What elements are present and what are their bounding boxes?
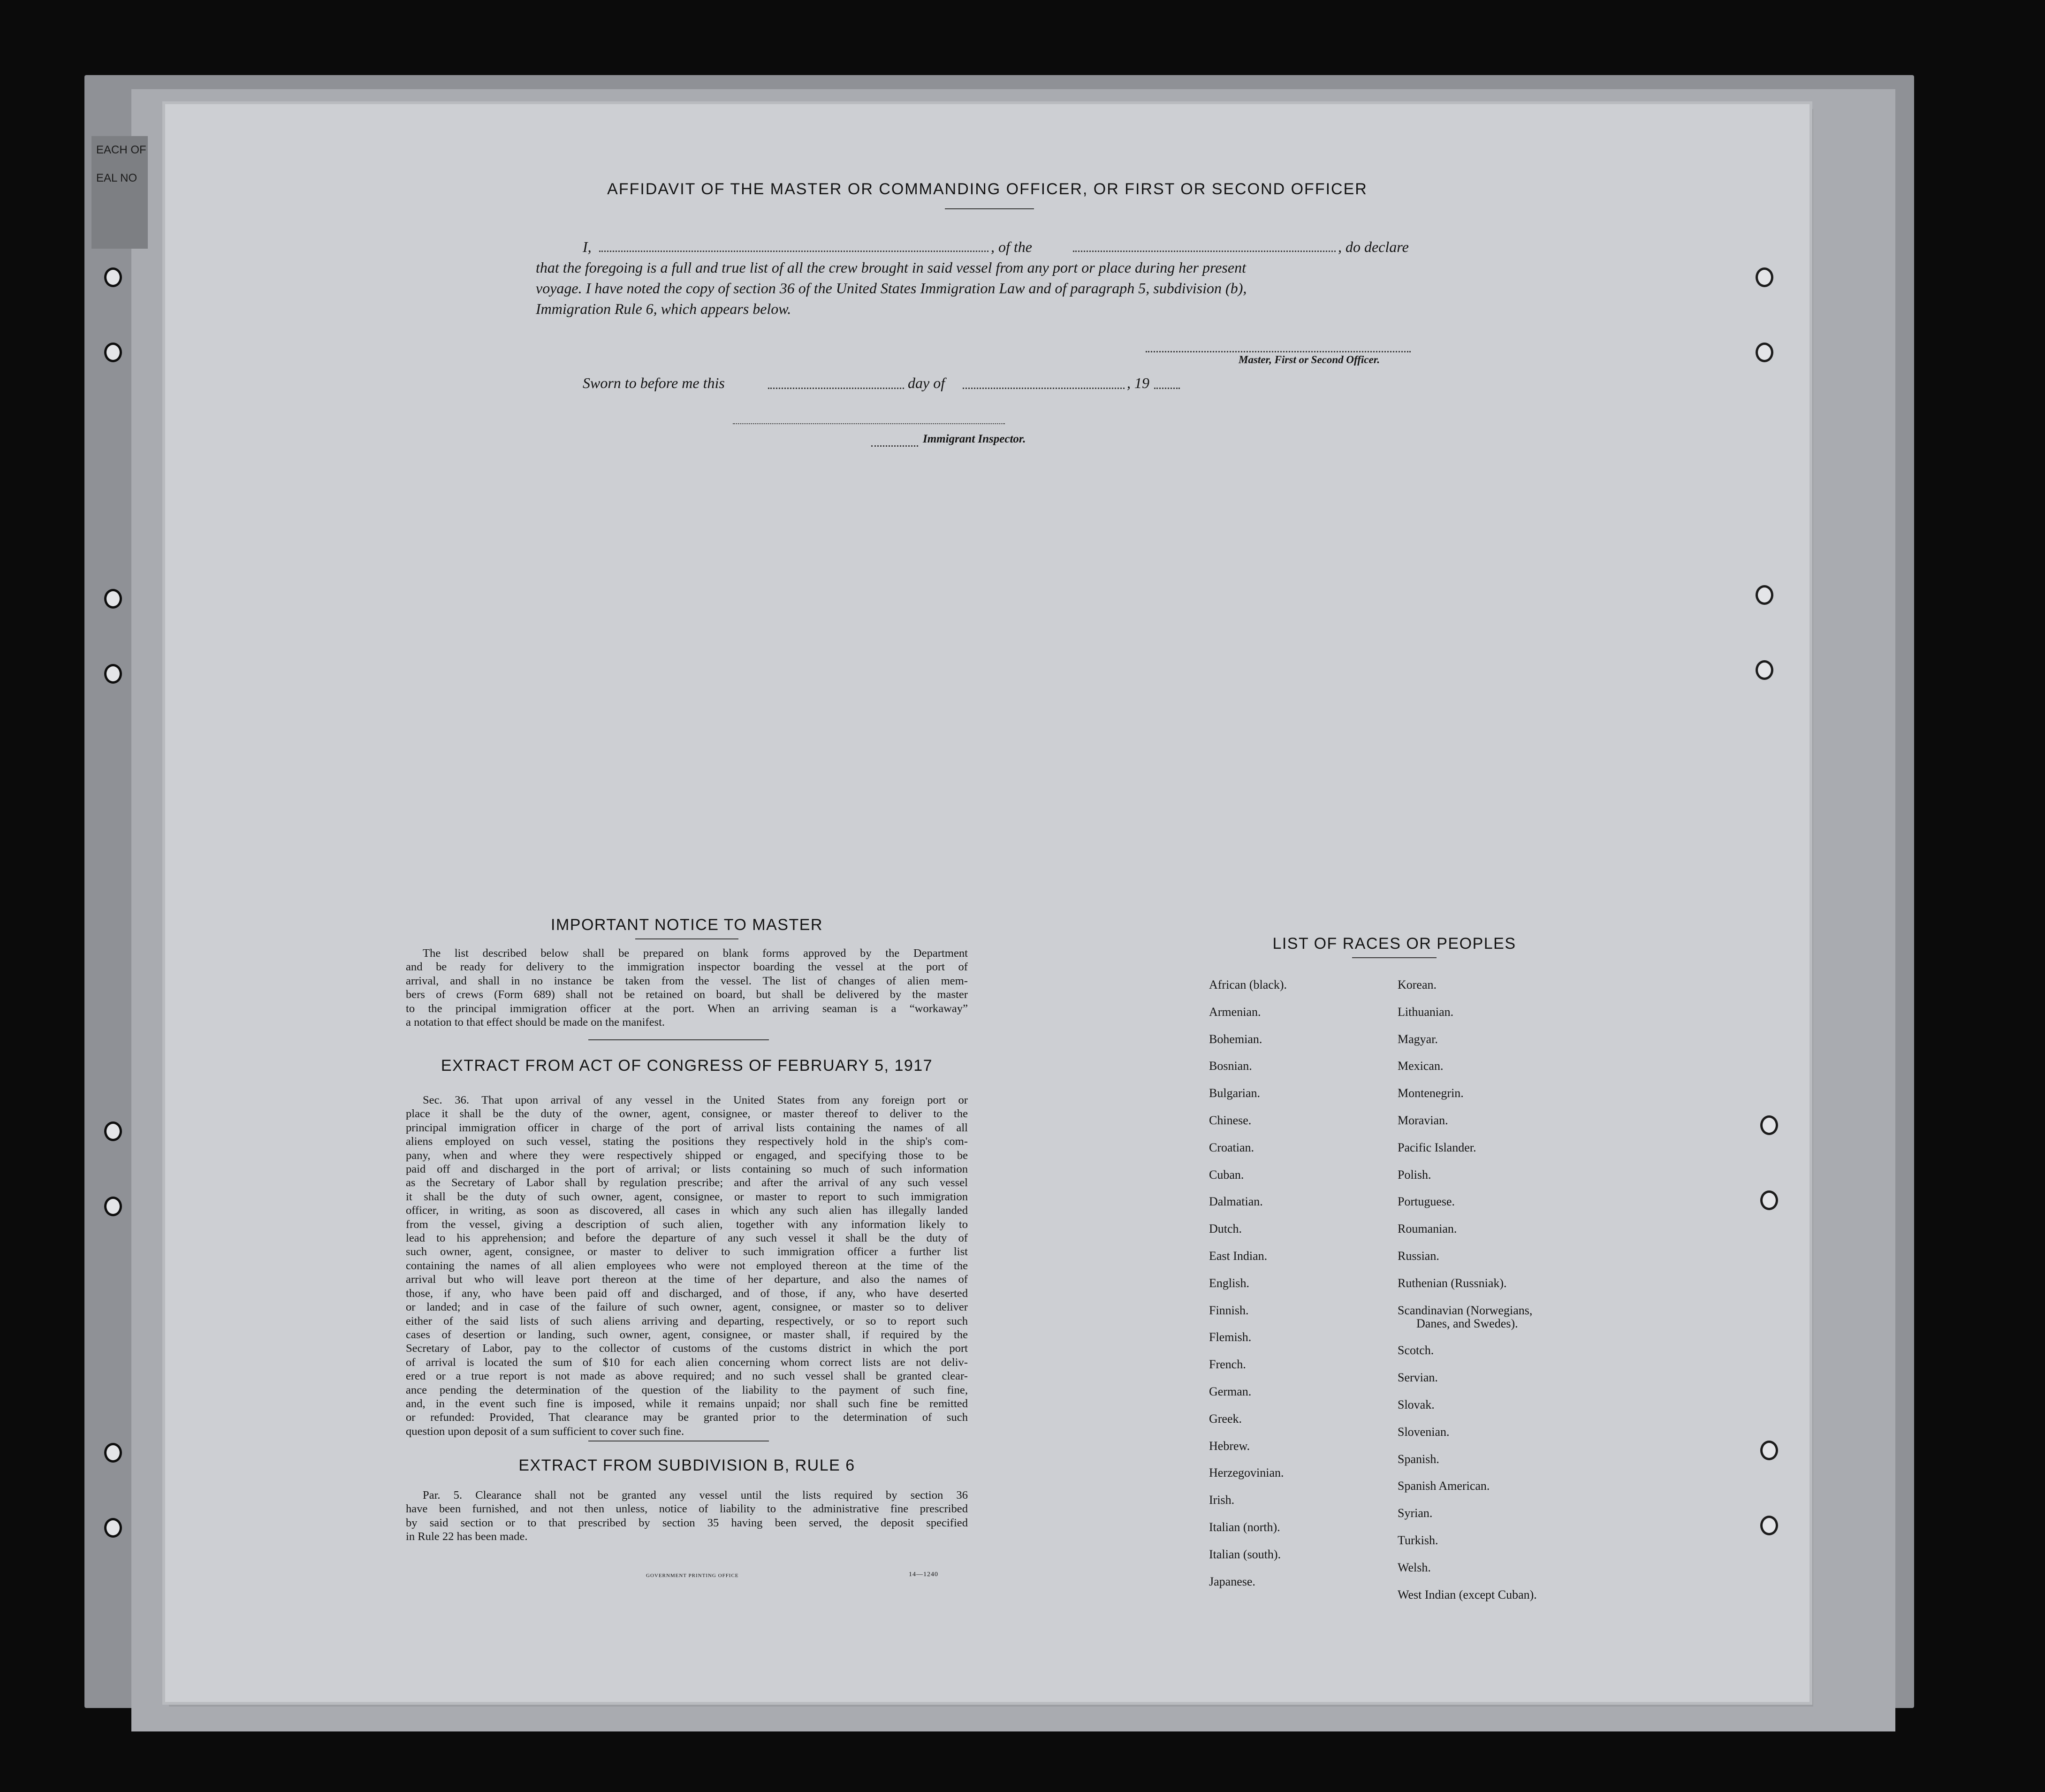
paragraph-line: The list described below shall be prepared on blank forms approved by the Department xyxy=(423,947,968,960)
paragraph-line: Secretary of Labor, pay to the collector of customs of the customs district in which the port xyxy=(406,1342,968,1355)
paragraph-line: from the vessel, giving a description of such alien, together with any information likely to xyxy=(406,1218,968,1231)
race-item: Bulgarian. xyxy=(1209,1086,1261,1100)
binder-hole-icon xyxy=(104,1121,122,1141)
race-item: Russian. xyxy=(1398,1249,1439,1263)
paragraph-line: paid off and discharged in the port of arrival; or lists containing so much of such information xyxy=(406,1163,968,1176)
race-item: Japanese. xyxy=(1209,1574,1255,1588)
binder-hole-icon xyxy=(1760,1115,1778,1135)
race-item: Scandinavian (Norwegians, xyxy=(1398,1303,1533,1317)
race-item: French. xyxy=(1209,1357,1246,1372)
race-item: Ruthenian (Russniak). xyxy=(1398,1276,1507,1290)
affidavit-do-declare: , do declare xyxy=(1338,238,1409,255)
binder-hole-icon xyxy=(104,589,122,609)
paragraph-line: Par. 5. Clearance shall not be granted any vessel until the lists required by section 36 xyxy=(423,1489,968,1502)
race-item: Polish. xyxy=(1398,1167,1431,1182)
title-rule xyxy=(945,208,1034,209)
paragraph-line: to the principal immigration officer at the port. When an arriving seaman is a “workaway” xyxy=(406,1002,968,1015)
paragraph-line: and, in the event such fine is imposed, while it remains unpaid; nor shall such fine be remitted xyxy=(406,1397,968,1410)
paragraph-line: ance pending the determination of the question of the liability to the payment of such fine, xyxy=(406,1383,968,1396)
race-item: Danes, and Swedes). xyxy=(1416,1316,1518,1330)
race-item: Spanish. xyxy=(1398,1452,1439,1466)
binder-hole-icon xyxy=(1756,585,1773,605)
paragraph-line: and be ready for delivery to the immigration inspector boarding the vessel at the port of xyxy=(406,961,968,974)
binder-hole-icon xyxy=(1760,1441,1778,1460)
month-blank[interactable] xyxy=(963,388,1125,389)
race-item: Greek. xyxy=(1209,1411,1242,1426)
race-item: Montenegrin. xyxy=(1398,1086,1464,1100)
paragraph-line: either of the said lists of such aliens arriving and departing, respectively, or so to report such xyxy=(406,1314,968,1327)
master-signature-line[interactable] xyxy=(1146,351,1411,352)
paragraph-line: by said section or to that prescribed by section 35 having been served, the deposit specified xyxy=(406,1516,968,1529)
inspector-signature-line[interactable] xyxy=(733,423,1005,424)
race-item: Syrian. xyxy=(1398,1506,1433,1520)
race-item: Finnish. xyxy=(1209,1303,1249,1317)
binder-hole-icon xyxy=(104,1443,122,1463)
paragraph-line: those, if any, who have been paid off and discharged, and of those, if any, who have deserted xyxy=(406,1287,968,1300)
stamp-line-2: EAL NO xyxy=(96,172,137,184)
day-blank[interactable] xyxy=(768,388,904,389)
race-item: Bohemian. xyxy=(1209,1032,1262,1046)
race-item: Bosnian. xyxy=(1209,1059,1252,1073)
separator-rule xyxy=(588,1039,769,1040)
race-item: Slovak. xyxy=(1398,1398,1435,1411)
paragraph-line: it shall be the duty of such owner, agent, consignee, or master to report to such immigration xyxy=(406,1190,968,1203)
binder-hole-icon xyxy=(1756,267,1773,287)
paragraph-line: as the Secretary of Labor shall by regulation prescribe; and after the arrival of any such vessel xyxy=(406,1176,968,1190)
notice-text xyxy=(406,946,968,1029)
master-caption: Master, First or Second Officer. xyxy=(1239,354,1380,366)
act-title: EXTRACT FROM ACT OF CONGRESS OF FEBRUARY 5, 1917 xyxy=(441,1057,933,1075)
form-number: 14—1240 xyxy=(909,1571,938,1578)
affidavit-of-the: , of the xyxy=(991,238,1032,255)
race-item: Flemish. xyxy=(1209,1330,1252,1344)
race-item: Dutch. xyxy=(1209,1222,1242,1236)
race-item: Magyar. xyxy=(1398,1032,1438,1046)
binder-hole-icon xyxy=(1756,343,1773,362)
rule-title: EXTRACT FROM SUBDIVISION B, RULE 6 xyxy=(518,1456,855,1474)
paragraph-line: officer, in writing, as soon as discovered, all cases in which any such alien has illegally landed xyxy=(406,1204,968,1217)
printer-mark: GOVERNMENT PRINTING OFFICE xyxy=(646,1573,739,1578)
race-item: West Indian (except Cuban). xyxy=(1398,1587,1537,1601)
races-title: LIST OF RACES OR PEOPLES xyxy=(1272,935,1516,953)
binder-hole-icon xyxy=(104,664,122,684)
paragraph-line: aliens employed on such vessel, stating the positions they respectively hold in the ship's com- xyxy=(406,1135,968,1148)
affidavit-title: AFFIDAVIT OF THE MASTER OR COMMANDING OFFICER, OR FIRST OR SECOND OFFICER xyxy=(607,180,1368,198)
binder-hole-icon xyxy=(104,1197,122,1216)
paragraph-line: Sec. 36. That upon arrival of any vessel in the United States from any foreign port or xyxy=(423,1094,968,1106)
race-item: Armenian. xyxy=(1209,1005,1261,1019)
rule-text xyxy=(406,1488,968,1544)
race-item: Korean. xyxy=(1398,978,1437,991)
affidavit-line-3: voyage. I have noted the copy of section 36 of the United States Immigration Law and of paragraph 5, subdivision (b), xyxy=(536,280,1247,297)
race-item: Slovenian. xyxy=(1398,1425,1450,1439)
race-item: East Indian. xyxy=(1209,1249,1268,1263)
paragraph-line: cases of desertion or landing, such owner, agent, consignee, or master shall, if required by the xyxy=(406,1328,968,1341)
act-text xyxy=(406,1093,968,1438)
race-item: German. xyxy=(1209,1385,1252,1398)
paragraph-line: lead to his apprehension; and before the departure of any such vessel it shall be the duty of xyxy=(406,1232,968,1245)
binder-hole-icon xyxy=(1760,1190,1778,1210)
race-item: Hebrew. xyxy=(1209,1439,1250,1453)
race-item: African (black). xyxy=(1209,978,1287,991)
paragraph-line: containing the names of all alien employees who were not employed thereon at the time of the xyxy=(406,1259,968,1272)
binder-hole-icon xyxy=(1756,660,1773,680)
paragraph-line: or refunded: Provided, That clearance may be granted prior to the determination of such xyxy=(406,1411,968,1424)
race-item: Croatian. xyxy=(1209,1140,1254,1154)
sworn-before: Sworn to before me this xyxy=(583,374,725,391)
paragraph-line: arrival but who will leave port thereon at the time of her departure, and also the names of xyxy=(406,1273,968,1286)
year-blank[interactable] xyxy=(1154,388,1180,389)
race-item: Dalmatian. xyxy=(1209,1195,1263,1209)
notice-rule xyxy=(635,938,738,939)
stamp-line-1: EACH OF xyxy=(96,144,146,156)
race-item: Italian (north). xyxy=(1209,1520,1280,1534)
race-item: English. xyxy=(1209,1276,1249,1290)
binder-hole-icon xyxy=(104,343,122,362)
binder-hole-icon xyxy=(1760,1516,1778,1535)
paragraph-line: or landed; and in case of the failure of such owner, agent, consignee, or master so to deliver xyxy=(406,1301,968,1314)
paragraph-line: have been furnished, and not then unless, notice of liability to the administrative fine prescribed xyxy=(406,1502,968,1516)
paragraph-line: in Rule 22 has been made. xyxy=(406,1530,528,1543)
race-item: Roumanian. xyxy=(1398,1222,1457,1236)
paragraph-line: bers of crews (Form 689) shall not be retained on board, but shall be delivered by the master xyxy=(406,988,968,1001)
affidavit-i: I, xyxy=(583,238,592,255)
inspector-dots xyxy=(871,445,918,447)
race-item: Servian. xyxy=(1398,1371,1438,1385)
paragraph-line: place it shall be the duty of the owner, agent, consignee, or master thereof to deliver to the xyxy=(406,1107,968,1121)
binder-hole-icon xyxy=(104,1518,122,1538)
name-blank[interactable] xyxy=(599,251,988,252)
paragraph-line: pany, when and where they were respectively shipped or engaged, and specifying those to be xyxy=(406,1149,968,1162)
race-item: Moravian. xyxy=(1398,1113,1448,1127)
race-item: Cuban. xyxy=(1209,1167,1244,1182)
race-item: Irish. xyxy=(1209,1493,1235,1507)
paragraph-line: arrival, and shall in no instance be taken from the vessel. The list of changes of alien mem- xyxy=(406,974,968,987)
paragraph-line: such owner, agent, consignee, or master to deliver to such immigration officer a further list xyxy=(406,1245,968,1258)
paragraph-line: a notation to that effect should be made on the manifest. xyxy=(406,1016,665,1029)
race-item: Turkish. xyxy=(1398,1533,1438,1547)
vessel-blank[interactable] xyxy=(1073,251,1336,252)
race-item: Italian (south). xyxy=(1209,1547,1281,1561)
year-prefix: , 19 xyxy=(1127,374,1149,391)
race-item: Portuguese. xyxy=(1398,1195,1455,1209)
paragraph-line: ered or a true report is not made as above required; and no such vessel shall be granted clear- xyxy=(406,1370,968,1383)
edge-stamp xyxy=(91,136,148,249)
manifest-page xyxy=(165,104,1809,1702)
race-item: Welsh. xyxy=(1398,1560,1431,1574)
inspector-caption: Immigrant Inspector. xyxy=(923,433,1026,445)
affidavit-line-4: Immigration Rule 6, which appears below. xyxy=(536,300,791,317)
races-rule xyxy=(1352,957,1437,958)
paragraph-line: principal immigration officer in charge of the port of arrival lists containing the names of all xyxy=(406,1121,968,1134)
race-item: Pacific Islander. xyxy=(1398,1140,1476,1154)
race-item: Mexican. xyxy=(1398,1059,1444,1073)
race-item: Scotch. xyxy=(1398,1343,1434,1357)
paragraph-line: of arrival is located the sum of $10 for each alien concerning whom correct lists are not deliv- xyxy=(406,1356,968,1369)
notice-title: IMPORTANT NOTICE TO MASTER xyxy=(551,916,823,934)
affidavit-line-2: that the foregoing is a full and true list of all the crew brought in said vessel from any port or place during her present xyxy=(536,259,1246,276)
race-item: Herzegovinian. xyxy=(1209,1466,1284,1480)
paragraph-line: question upon deposit of a sum sufficient to cover such fine. xyxy=(406,1425,684,1438)
binder-hole-icon xyxy=(104,267,122,287)
day-of: day of xyxy=(908,374,945,391)
race-item: Spanish American. xyxy=(1398,1479,1490,1493)
race-item: Lithuanian. xyxy=(1398,1005,1454,1019)
race-item: Chinese. xyxy=(1209,1113,1252,1127)
